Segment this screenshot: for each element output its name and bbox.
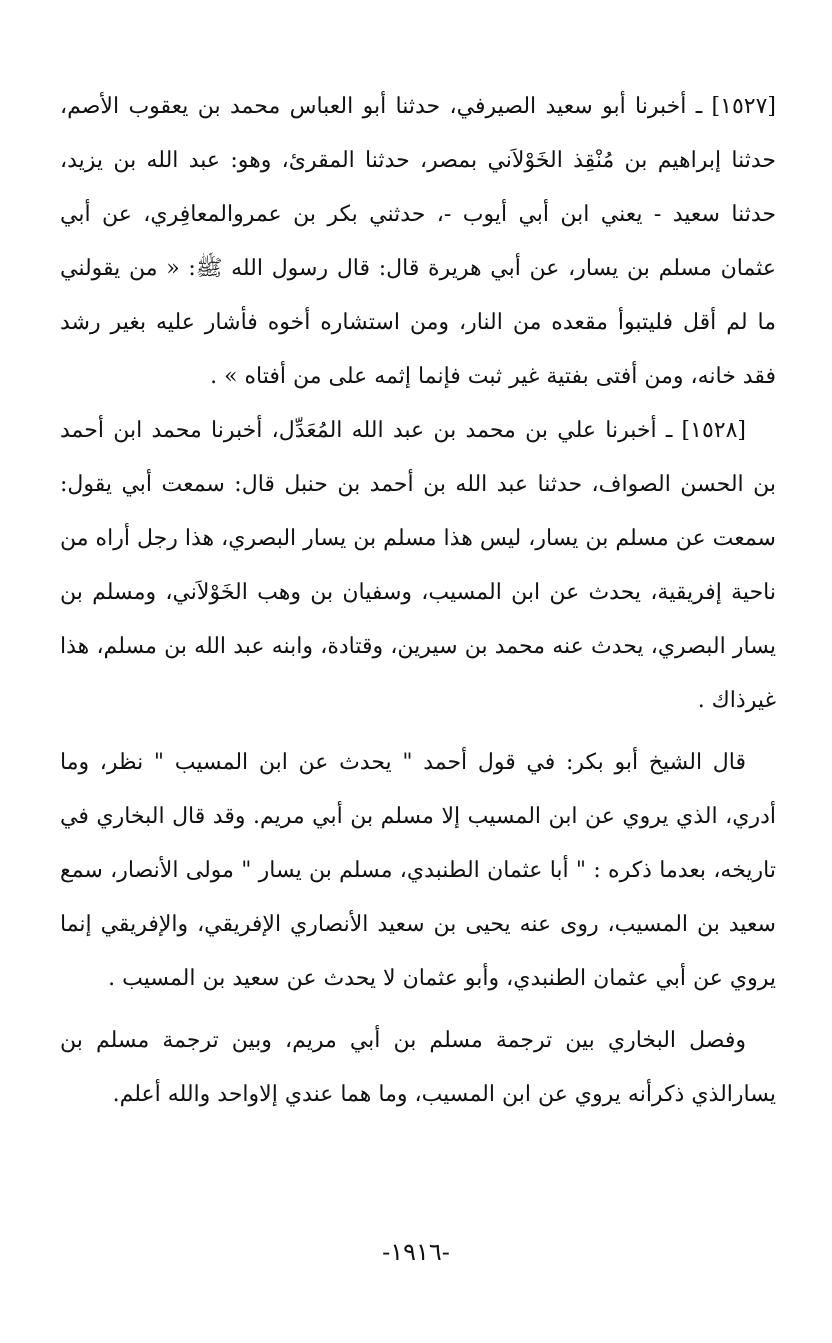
page-number: -١٩١٦- <box>382 1238 450 1266</box>
commentary-paragraph: قال الشيخ أبو بكر: في قول أحمد " يحدث عن ابن المسيب " نظر، وما أدري، الذي يروي عن ابن المسيب إلا مسلم بن أبي مريم. وقد قال البخاري في تاريخه، بعدما ذكره : " أبا عثمان الطنبدي، مسلم بن يسار " مولى الأنصار، سمع سعيد بن المسيب، روى عنه يحيى بن سعيد الأنصاري الإفريقي، والإفريقي إنما يروي عن أبي عثمان الطنبدي، وأبو عثمان لا يحدث عن سعيد بن المسيب . <box>60 750 776 991</box>
main-text <box>60 80 776 1122</box>
hadith-1527-paragraph: [١٥٢٧] ـ أخبرنا أبو سعيد الصيرفي، حدثنا أبو العباس محمد بن يعقوب الأصم، حدثنا إبراهيم بن مُنْقِذ الخَوْلاَني بمصر، حدثنا المقرئ، وهو: عبد الله بن يزيد، حدثنا سعيد - يعني ابن أبي أيوب -، حدثني بكر بن عمروالمعافِري، عن أبي عثمان مسلم بن يسار، عن أبي هريرة قال: قال رسول الله ﷺ: « من يقولني ما لم أقل فليتبوأ مقعده من النار، ومن استشاره أخوه فأشار عليه بغير رشد فقد خانه، ومن أفتى بفتية غير ثبت فإنما إثمه على من أفتاه » . <box>60 94 776 389</box>
closing-paragraph: وفصل البخاري بين ترجمة مسلم بن أبي مريم، وبين ترجمة مسلم بن يسارالذي ذكرأنه يروي عن ابن المسيب، وما هما عندي إلاواحد والله أعلم. <box>60 1028 776 1107</box>
hadith-1528-paragraph: [١٥٢٨] ـ أخبرنا علي بن محمد بن عبد الله المُعَدِّل، أخبرنا محمد ابن أحمد بن الحسن الصواف، حدثنا عبد الله بن أحمد بن حنبل قال: سمعت أبي يقول: سمعت عن مسلم بن يسار، ليس هذا مسلم بن يسار البصري، هذا رجل أراه من ناحية إفريقية، يحدث عن ابن المسيب، وسفيان بن وهب الخَوْلاَني، ومسلم بن يسار البصري، يحدث عنه محمد بن سيرين، وقتادة، وابنه عبد الله بن مسلم، هذا غيرذاك . <box>60 418 776 713</box>
